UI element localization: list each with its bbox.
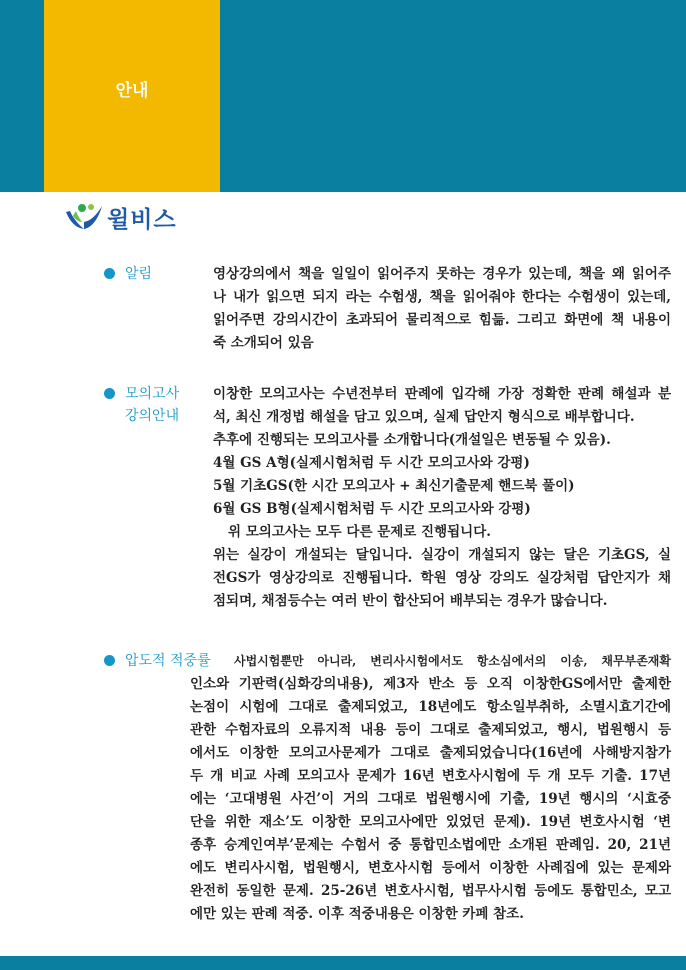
text-line: 죽 소개되어 있음 [213,335,314,351]
brand-name: 윌비스 [107,206,177,233]
section-body [213,383,671,613]
text-line: 6월 GS B형(실제시험처럼 두 시간 모의고사와 강평) [213,501,531,517]
text-line: 점되며, 채점등수는 여러 반이 합산되어 배부되는 경우가 많습니다. [213,593,608,609]
text-line: 읽어주면 강의시간이 초과되어 물리적으로 힘듦. 그리고 화면에 책 내용이 [213,312,671,328]
text-line: 에만 있는 판례 적중. 이후 적중내용은 이창한 카페 참조. [190,906,524,922]
brand-logo [64,197,177,237]
text-line: 논점이 시험에 그대로 출제되었고, 18년에도 항소일부취하, 소멸시효기간에 [190,699,671,715]
text-line: 위 모의고사는 모두 다른 문제로 진행됩니다. [228,524,491,540]
willbes-logo-icon [64,200,104,234]
text-line: 에도 변리사시험, 법원행시, 변호사시험 등에서 이창한 사례집에 있는 문제와 [190,860,671,876]
text-line: 단을 위한 재소’도 이창한 모의고사에만 있었던 문제). 19년 변호사시험 ‘변 [190,814,671,830]
text-line: 사법시험뿐만 아니라, 변리사시험에서도 항소심에서의 이송, 채무부존재확 [234,654,671,668]
text-line: 에는 ‘고대병원 사건’이 거의 그대로 법원행시에 기출, 19년 행시의 ‘시효중 [190,791,671,807]
text-line: 추후에 진행되는 모의고사를 소개합니다(개설일은 변동될 수 있음). [213,432,611,448]
text-line: 5월 기초GS(한 시간 모의고사 + 최신기출문제 핸드북 풀이) [213,478,575,494]
text-line: 전GS가 영상강의로 진행됩니다. 학원 영상 강의도 실강처럼 답안지가 채 [213,570,671,586]
section-body [190,650,671,926]
text-line: 종후 승계인여부’문제는 수험서 중 통합민소법에만 소개된 판례임. 20, 21년 [190,837,671,853]
text-line: 두 개 비교 사례 모의고사 문제가 16년 변호사시험에 두 개 모두 기출. 17년 [190,768,671,784]
text-line: 에서도 이창한 모의고사문제가 그대로 출제되었습니다(16년에 사해방지참가 [190,745,671,761]
text-line: 4월 GS A형(실제시험처럼 두 시간 모의고사와 강평) [213,455,530,471]
bullet-icon [104,655,115,666]
text-line: 관한 수험자료의 오류지적 내용 등이 그대로 출제되었고, 행시, 법원행시 등 [190,722,671,738]
text-line: 위는 실강이 개설되는 달입니다. 실강이 개설되지 않는 달은 기초GS, 실 [213,547,671,563]
section-label: 알림 [125,266,153,282]
footer-bar [0,956,686,970]
text-line: 영상강의에서 책을 일일이 읽어주지 못하는 경우가 있는데, 책을 왜 읽어주 [213,266,671,282]
text-line: 석, 최신 개정법 해설을 담고 있으며, 실제 답안지 형식으로 배부합니다. [213,409,635,425]
section-body [213,263,671,355]
bullet-icon [104,268,115,279]
text-line: 이창한 모의고사는 수년전부터 판례에 입각해 가장 정확한 판례 해설과 분 [213,386,671,402]
text-line: 나 내가 읽으면 되지 라는 수험생, 책을 읽어줘야 한다는 수험생이 있는데, [213,289,671,305]
section-label: 모의고사 강의안내 [125,386,180,424]
section-label: 압도적 적중률 [125,653,211,669]
text-line: 인소와 기판력(심화강의내용), 제3자 반소 등 오직 이창한GS에서만 출제한 [190,676,671,692]
bullet-icon [104,388,115,399]
text-line: 완전히 동일한 문제. 25-26년 변호사시험, 법무사시험 등에도 통합민소, 모고 [190,883,671,899]
page-title: 안내 [115,81,149,101]
